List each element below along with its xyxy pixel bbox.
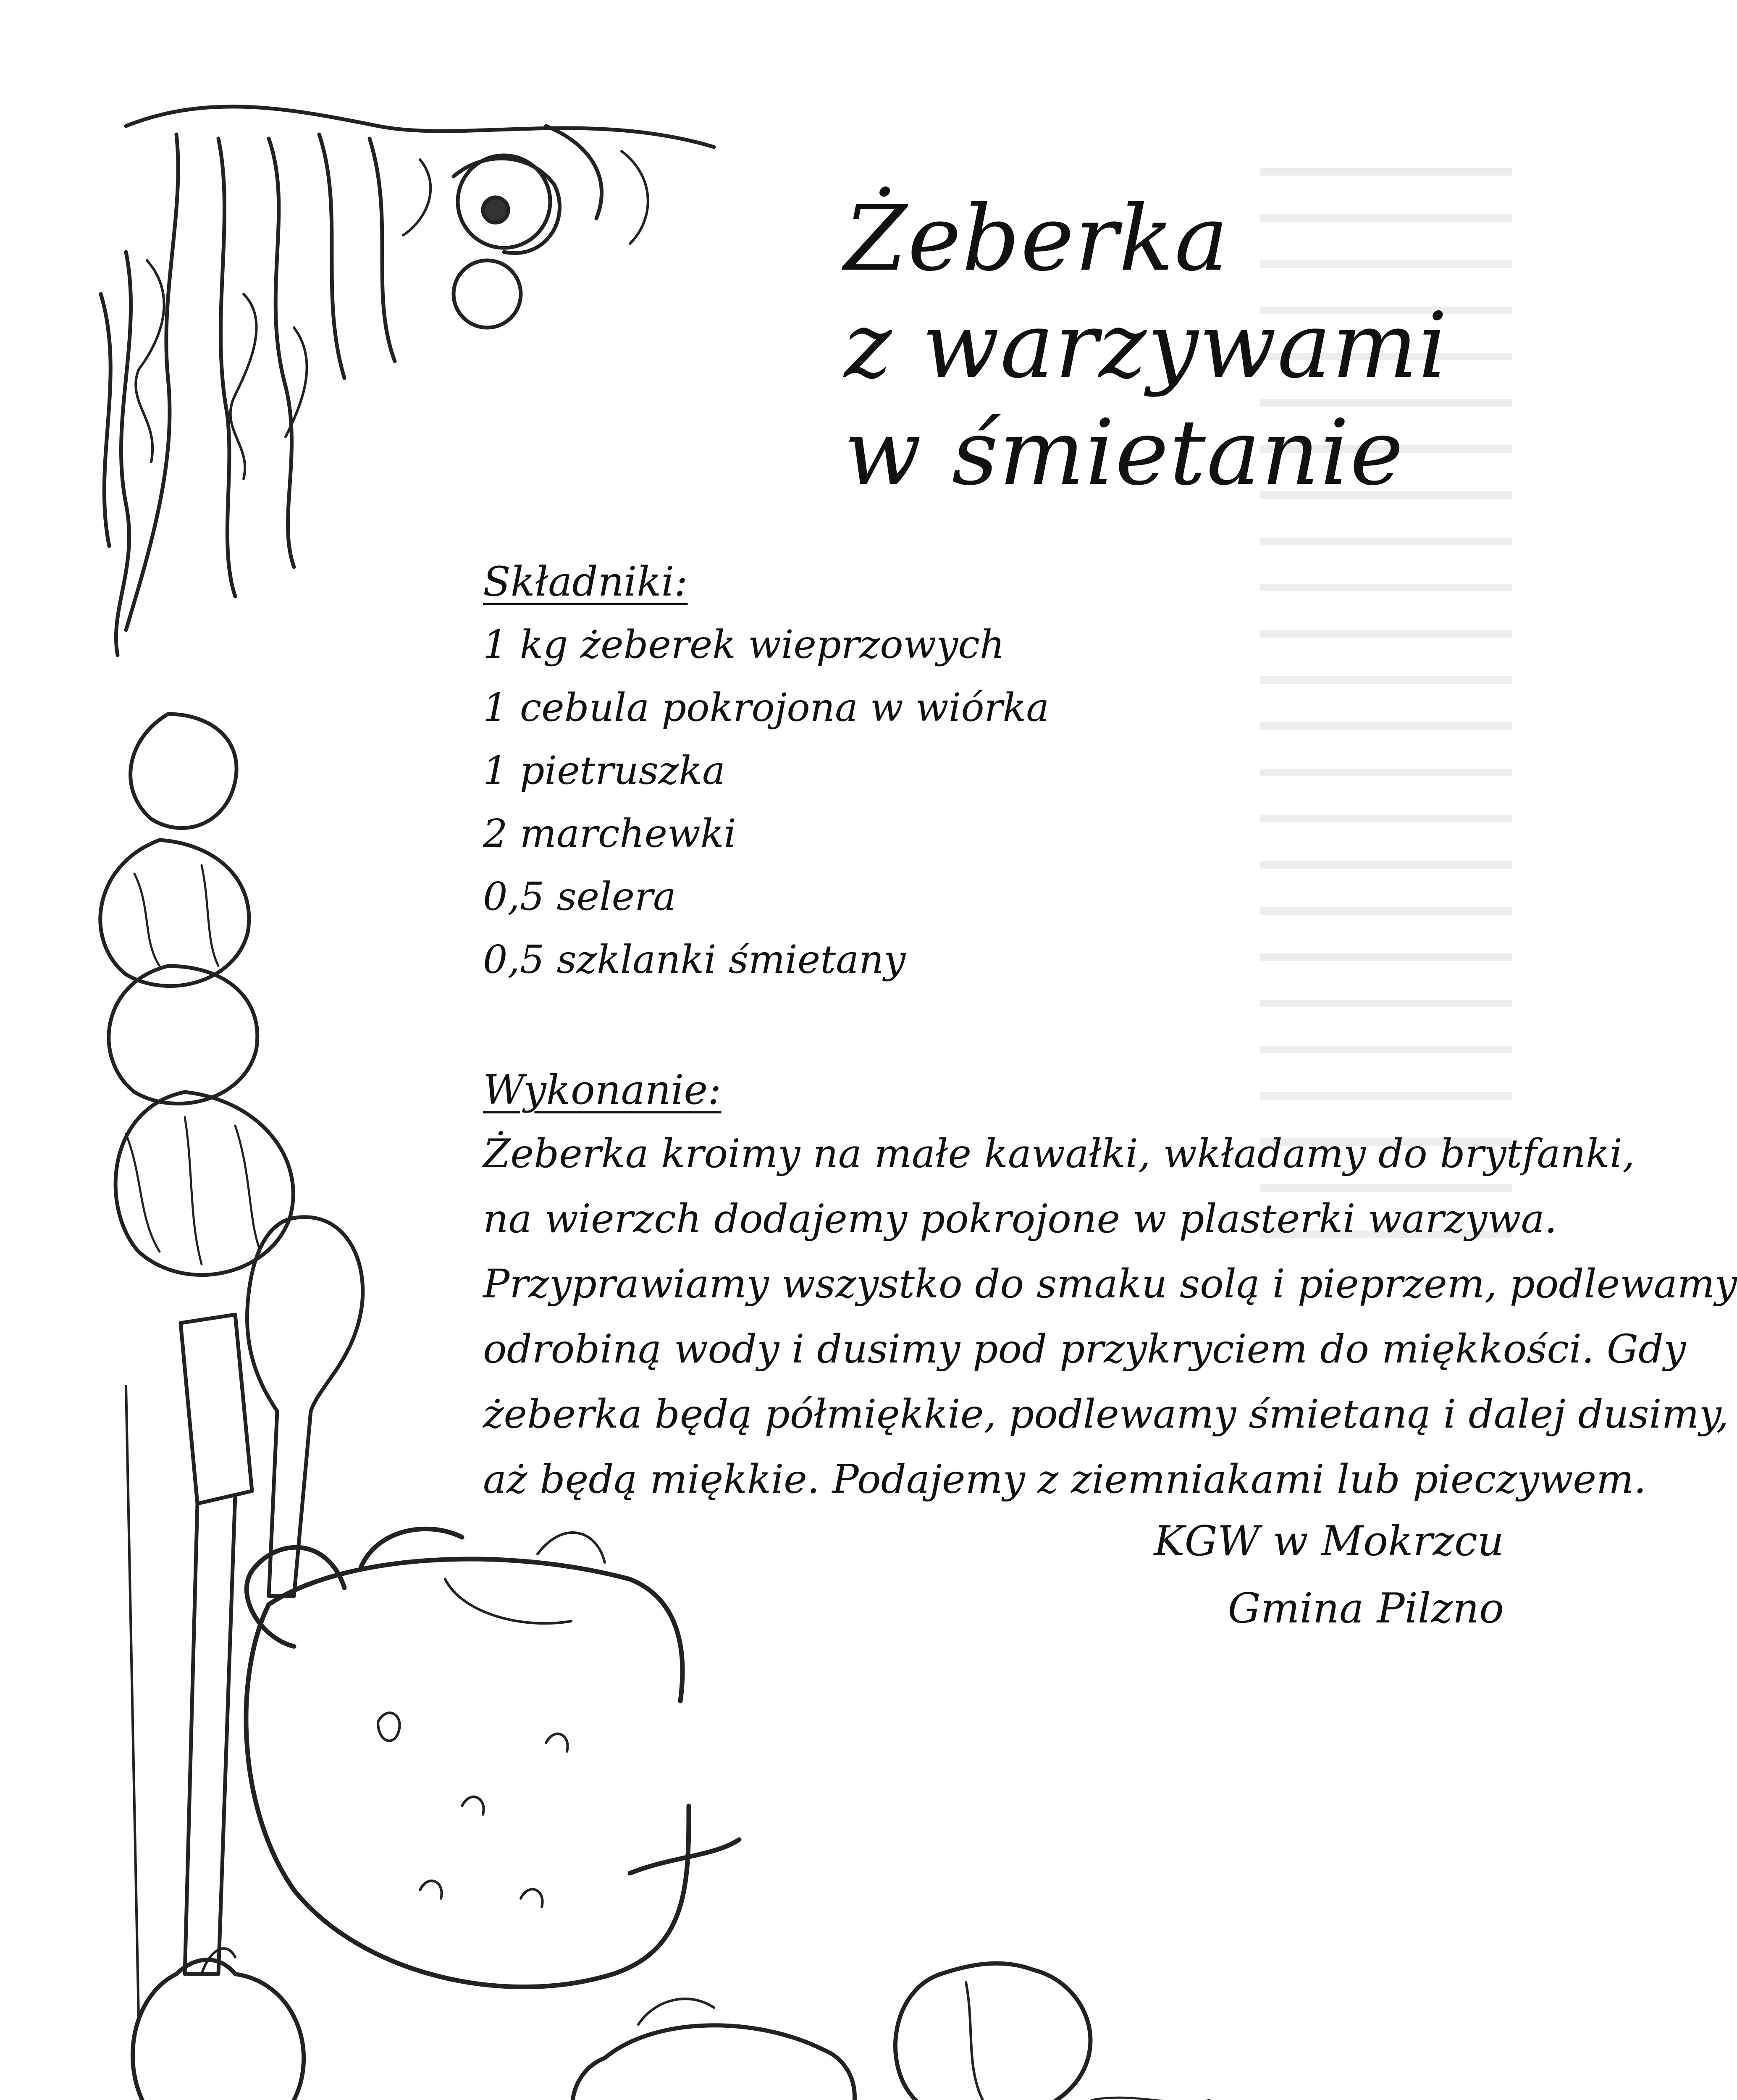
author-signature [1154, 1508, 1504, 1642]
ingredient-item: 1 cebula pokrojona w wiórka [483, 685, 1050, 730]
ingredients-list [483, 613, 1512, 991]
method-line: na wierzch dodajemy pokrojone w plasterki warzywa. [483, 1196, 1557, 1242]
signature-line-2: Gmina Pilzno [1228, 1585, 1504, 1633]
soup-tureen-drawing [246, 1529, 739, 1987]
title-line-1: Żeberka [844, 186, 1229, 291]
utensils-drawing [126, 1217, 363, 2016]
method-heading: Wykonanie: [483, 1066, 722, 1113]
method-line: Przyprawiamy wszystko do smaku solą i pieprzem, podlewamy [483, 1261, 1737, 1307]
method-line: Żeberka kroimy na małe kawałki, wkładamy do brytfanki, [483, 1131, 1635, 1177]
recipe-title [844, 185, 1474, 506]
method-line: żeberka będą półmiękkie, podlewamy śmietaną i dalej dusimy, [483, 1391, 1729, 1437]
method-text [483, 1121, 1737, 1512]
title-line-2: z warzywami [844, 293, 1448, 398]
method-line: odrobiną wody i dusimy pod przykryciem do miękkości. Gdy [483, 1326, 1686, 1372]
onion-string-drawing [100, 714, 293, 1275]
recipe-body [483, 550, 1737, 1512]
vegetables-drawing [76, 1948, 1428, 2100]
ingredients-heading: Składniki: [483, 558, 688, 605]
title-line-3: w śmietanie [844, 400, 1404, 505]
ingredient-item: 1 pietruszka [483, 748, 726, 793]
ingredient-item: 2 marchewki [483, 811, 736, 856]
ingredient-item: 1 kg żeberek wieprzowych [483, 622, 1005, 667]
signature-line-1: KGW w Mokrzcu [1154, 1517, 1504, 1565]
ingredient-item: 0,5 selera [483, 874, 676, 919]
ingredient-item: 0,5 szklanki śmietany [483, 937, 906, 982]
method-line: aż będą miękkie. Podajemy z ziemniakami lub pieczywem. [483, 1457, 1647, 1502]
